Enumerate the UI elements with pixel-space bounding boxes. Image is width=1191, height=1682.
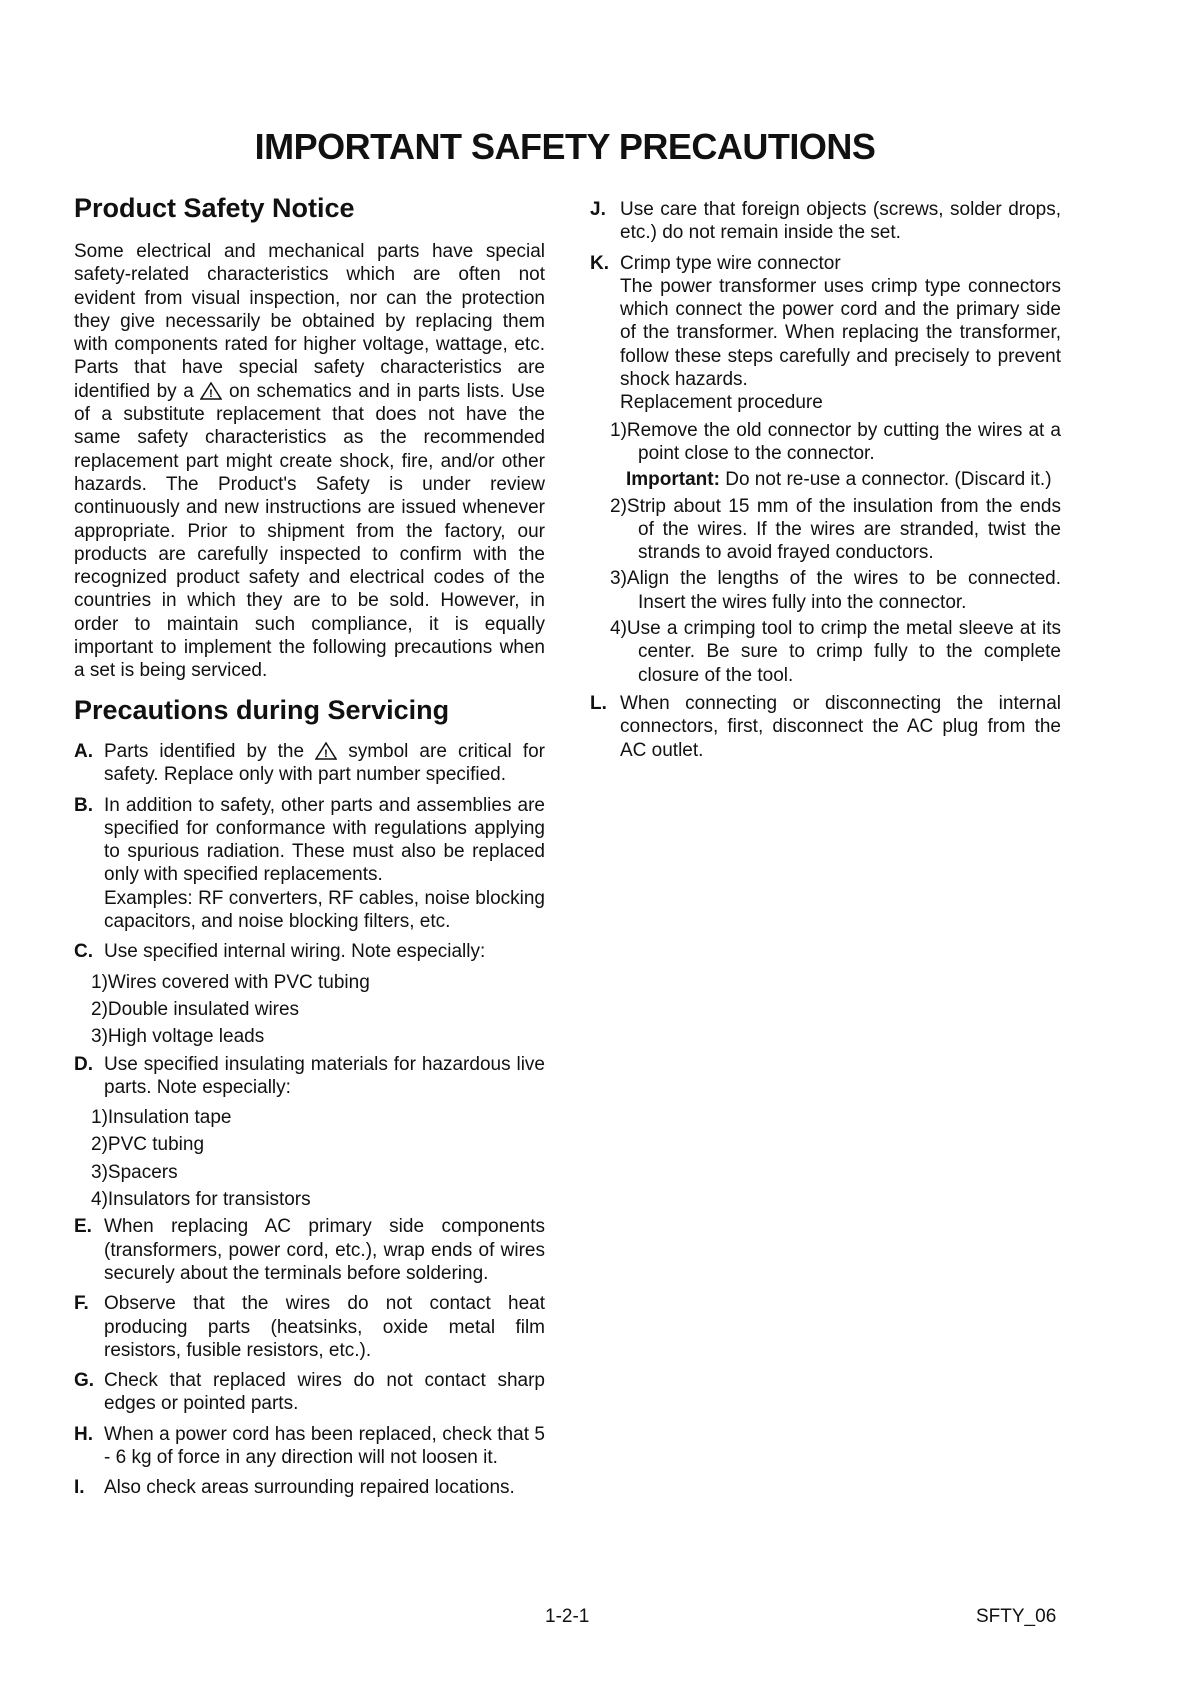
item-l: L. When connecting or disconnecting the internal connectors, first, disconnect the AC plug from the AC outlet.: [590, 692, 1061, 761]
item-b: B. In addition to safety, other parts and assemblies are specified for conformance with regulations applying to spurious radiation. These must also be replaced only with specified replacements. Examples: RF converters, RF cables, noise blocking capacitors, and noise blocking filters, etc.: [74, 794, 545, 933]
page-number: 1-2-1: [545, 1606, 590, 1627]
svg-text:!: !: [324, 748, 328, 760]
item-f: F. Observe that the wires do not contact heat producing parts (heatsinks, oxide metal film resistors, fusible resistors, etc.).: [74, 1293, 545, 1361]
item-d-sub: 2)PVC tubing: [91, 1134, 205, 1156]
item-j: J. Use care that foreign objects (screws, solder drops, etc.) do not remain inside the set.: [590, 199, 1061, 244]
document-code: SFTY_06: [976, 1606, 1057, 1627]
warning-triangle-icon: [200, 382, 222, 400]
item-h: H. When a power cord has been replaced, check that 5 - 6 kg of force in any direction will not loosen it.: [74, 1423, 545, 1469]
svg-text:!: !: [209, 387, 214, 400]
procedure-step: 4)Use a crimping tool to crimp the metal sleeve at its center. Be sure to crimp fully to the complete closure of the tool.: [610, 618, 1061, 686]
servicing-heading: Precautions during Servicing: [74, 695, 450, 725]
item-c-sub: 1)Wires covered with PVC tubing: [91, 971, 370, 993]
warning-triangle-icon: [315, 742, 337, 760]
item-c-sub: 2)Double insulated wires: [91, 998, 300, 1020]
important-note: Important: Do not re-use a connector. (Discard it.): [626, 469, 1052, 491]
product-safety-text: Some electrical and mechanical parts have special safety-related characteristics which are often not evident from visual inspection, nor can the protection they give necessarily be obtained by replacing them with components rated for higher voltage, wattage, etc. Parts that have special safety characteristics are identified by a ! on schematics and in parts lists. Use of a substitute replacement that does not have the same safety characteristics as the recommended replacement part might create shock, fire, and/or other hazards. The Product's Safety is under review continuously and new instructions are issued whenever appropriate. Prior to shipment from the factory, our products are carefully inspected to confirm with the recognized product safety and electrical codes of the countries in which they are to be sold. However, in order to maintain such compliance, it is equally important to implement the following precautions when a set is being serviced.: [74, 241, 546, 682]
item-k: K. Crimp type wire connector The power transformer uses crimp type connectors which connect the power cord and the primary side of the transformer. When replacing the transformer, follow these steps carefully and precisely to prevent shock hazards. Replacement procedure: [590, 252, 1061, 414]
product-safety-heading: Product Safety Notice: [74, 193, 355, 223]
procedure-step: 3)Align the lengths of the wires to be connected. Insert the wires fully into the connector.: [610, 568, 1061, 613]
item-g: G. Check that replaced wires do not contact sharp edges or pointed parts.: [74, 1370, 545, 1415]
item-e: E. When replacing AC primary side components (transformers, power cord, etc.), wrap ends of wires securely about the terminals before soldering.: [74, 1216, 545, 1284]
item-d-sub: 1)Insulation tape: [91, 1107, 232, 1129]
item-c-sub: 3)High voltage leads: [91, 1026, 265, 1048]
item-a: A. Parts identified by the ! symbol are critical for safety. Replace only with part number specified.: [74, 741, 546, 786]
page-title: IMPORTANT SAFETY PRECAUTIONS: [254, 126, 876, 167]
servicing-list: [74, 740, 545, 1507]
item-d-sub: 4)Insulators for transistors: [91, 1189, 311, 1211]
procedure-step: 1)Remove the old connector by cutting the wires at a point close to the connector.: [610, 419, 1061, 464]
item-d-sub: 3)Spacers: [91, 1161, 178, 1183]
item-c: C. Use specified internal wiring. Note especially:: [74, 941, 486, 963]
procedure-step: 2)Strip about 15 mm of the insulation from the ends of the wires. If the wires are stranded, twist the strands to avoid frayed conductors.: [610, 495, 1061, 564]
item-d: D. Use specified insulating materials for hazardous live parts. Note especially:: [74, 1053, 545, 1098]
item-i: I. Also check areas surrounding repaired locations.: [74, 1477, 515, 1499]
